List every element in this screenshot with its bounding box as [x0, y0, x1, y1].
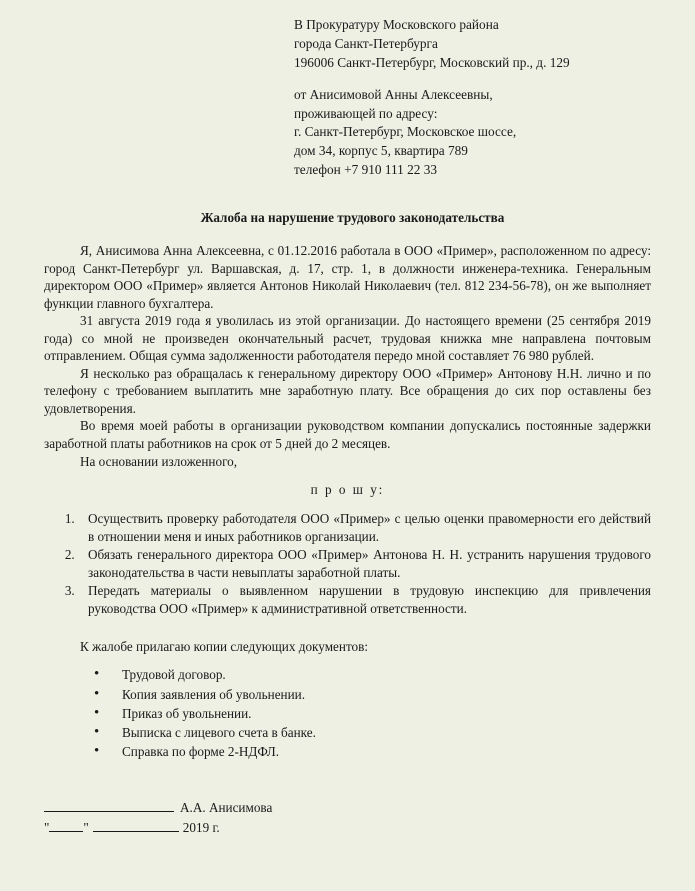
signature-name: А.А. Анисимова [180, 799, 273, 815]
signature-line [44, 798, 651, 818]
addressee-line-1: В Прокуратуру Московского района [294, 17, 499, 32]
request-item: 1. Осуществить проверку работодателя ООО «Пример» с целью оценки правомерности его действий в отношении меня и иных работников организации. [78, 510, 651, 545]
signature-block [44, 798, 651, 838]
request-item: 3. Передать материалы о выявленном нарушении в трудовую инспекцию для привлечения руководства ООО «Пример» к административной ответственности. [78, 582, 651, 617]
header-spacer [294, 73, 651, 86]
addressee-line-2: города Санкт-Петербурга [294, 35, 438, 51]
request-heading: п р о ш у: [310, 482, 385, 498]
sender-phone: телефон +7 910 111 22 33 [294, 162, 438, 178]
attachment-item: • Копия заявления об увольнении. [94, 685, 651, 704]
request-list [44, 510, 651, 617]
attachment-item: • Выписка с лицевого счета в банке. [94, 723, 651, 742]
date-day-rule [49, 820, 83, 832]
document-title: Жалоба на нарушение трудового законодательства [200, 210, 505, 225]
body-text [44, 242, 651, 470]
date-line [44, 818, 651, 838]
attachments-intro: К жалобе прилагаю копии следующих документов: [80, 639, 369, 655]
attachment-item: • Трудовой договор. [94, 665, 651, 684]
attachment-item: • Справка по форме 2-НДФЛ. [94, 742, 651, 761]
paragraph-1: Я, Анисимова Анна Алексеевна, с 01.12.2016 работала в ООО «Пример», расположенном по адресу: город Санкт-Петербург ул. Варшавская, д. 17, стр. 1, в должности инженера-техника. Генеральным директором ООО «Пример» является Антонов Николай Николаевич (тел. 812 234-56-78), он же выполняет функции главного бухгалтера. [44, 243, 651, 311]
date-year: 2019 г. [182, 819, 220, 835]
attachment-item: • Приказ об увольнении. [94, 704, 651, 723]
header-block [294, 16, 651, 180]
sender-line-1: от Анисимовой Анны Алексеевны, [294, 86, 493, 102]
request-item: 2. Обязать генерального директора ООО «Пример» Антонова Н. Н. устранить нарушения трудового законодательства в части невыплаты заработной платы. [78, 546, 651, 581]
sender-line-2: проживающей по адресу: [294, 105, 438, 121]
signature-rule [44, 800, 174, 812]
paragraph-3: Я несколько раз обращалась к генеральному директору ООО «Пример» Антонову Н.Н. лично и по телефону с требованием выплатить мне заработную плату. Все обращения до сих пор оставлены без удовлетворения. [44, 365, 651, 416]
date-month-rule [93, 820, 179, 832]
paragraph-5: На основании изложенного, [80, 453, 238, 469]
addressee-line-3: 196006 Санкт-Петербург, Московский пр., д. 129 [294, 54, 570, 70]
date-quote-close: " [83, 819, 89, 835]
sender-line-3: г. Санкт-Петербург, Московское шоссе, [294, 124, 517, 140]
paragraph-2: 31 августа 2019 года я уволилась из этой организации. До настоящего времени (25 сентября 2019 года) со мной не произведен окончательный расчет, трудовая книжка мне направлена почтовым отправлением. Общая сумма задолженности работодателя передо мной составляет 76 980 рублей. [44, 313, 651, 364]
paragraph-4: Во время моей работы в организации руководством компании допускались постоянные задержки заработной платы работников на срок от 5 дней до 2 месяцев. [44, 418, 651, 452]
sender-line-4: дом 34, корпус 5, квартира 789 [294, 143, 468, 159]
attachments-list [44, 665, 651, 761]
date-quote-open: " [44, 819, 50, 835]
